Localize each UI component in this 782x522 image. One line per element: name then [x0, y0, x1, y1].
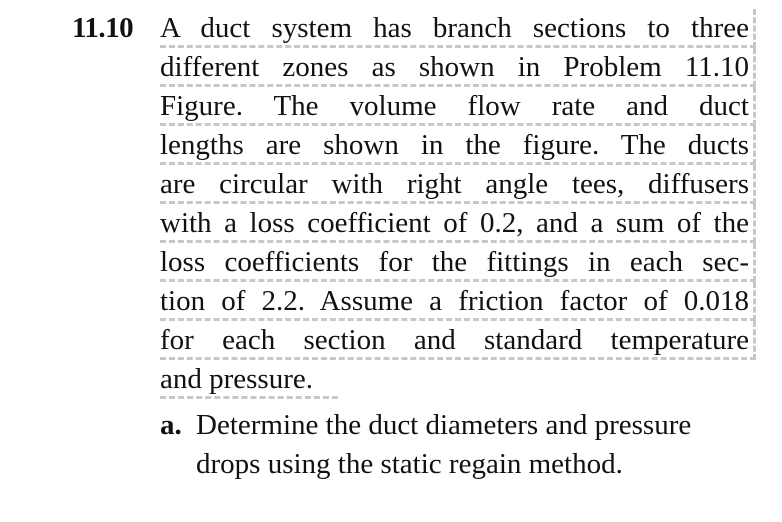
problem-line-10: and pressure. [160, 360, 338, 399]
problem-line-3: Figure. The volume flow rate and duct [160, 87, 756, 126]
part-a [160, 406, 760, 484]
part-a-row-1 [160, 406, 760, 445]
problem-line-9: for each section and standard temperature [160, 321, 756, 360]
part-a-text-line-1: Determine the duct diameters and pressure [196, 409, 692, 441]
problem-line-4: lengths are shown in the figure. The ducts [160, 126, 756, 165]
part-a-text-line-2: drops using the static regain method. [196, 448, 623, 480]
problem-line-7: loss coefficients for the fittings in each sec- [160, 243, 756, 282]
problem-line-1: A duct system has branch sections to three [160, 9, 756, 48]
problem-line-2: different zones as shown in Problem 11.10 [160, 48, 756, 87]
problem-number: 11.10 [72, 12, 134, 44]
part-a-label: a. [160, 409, 182, 441]
problem-line-5: are circular with right angle tees, diffusers [160, 165, 756, 204]
problem-statement [160, 9, 756, 399]
problem-line-8: tion of 2.2. Assume a friction factor of 0.018 [160, 282, 756, 321]
problem-line-6: with a loss coefficient of 0.2, and a sum of the [160, 204, 756, 243]
part-a-row-2 [160, 445, 760, 484]
